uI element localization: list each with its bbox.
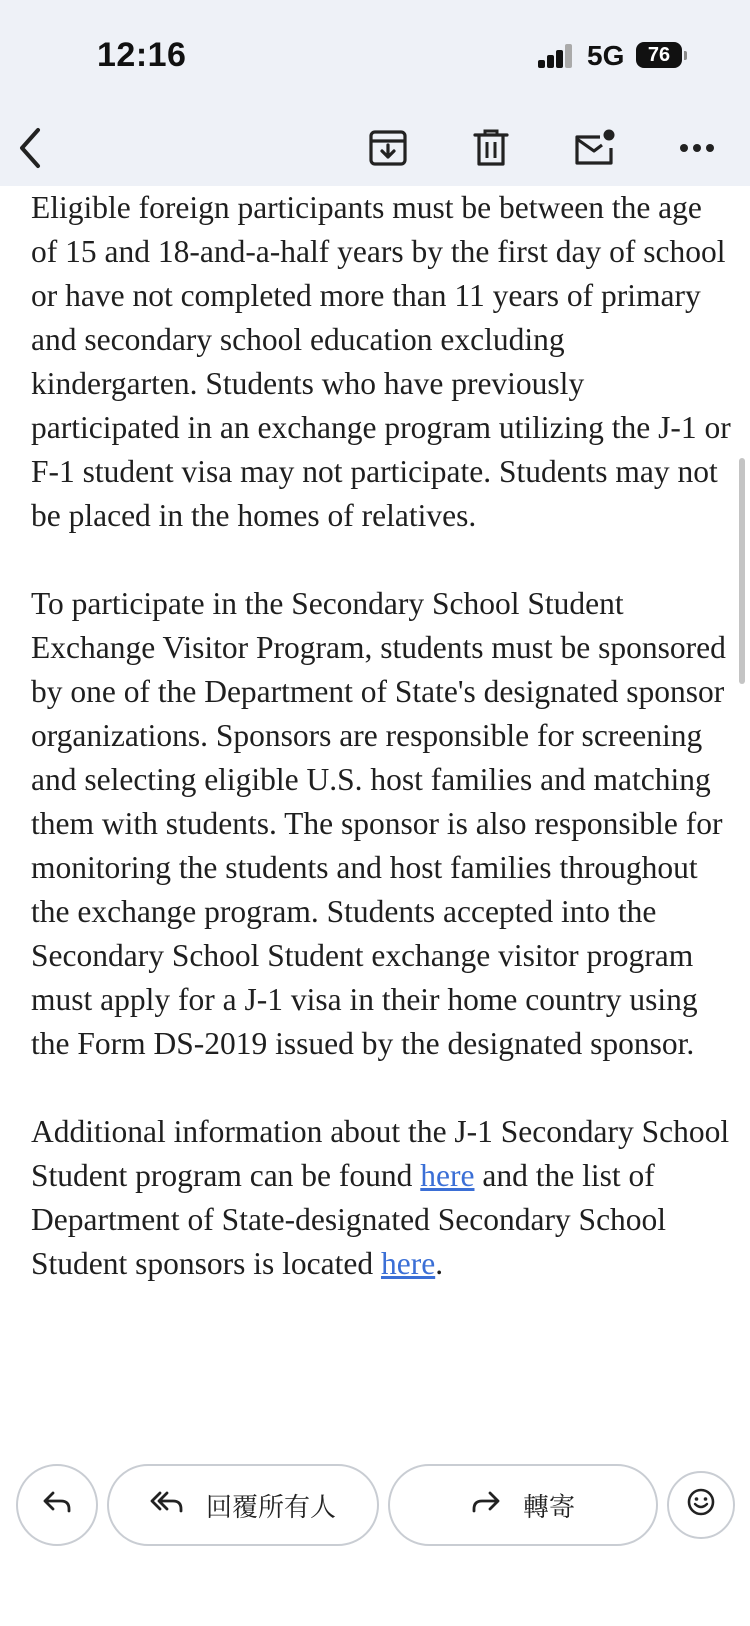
reply-action-bar — [0, 1448, 750, 1626]
more-icon[interactable] — [669, 120, 725, 176]
reply-button[interactable] — [16, 1464, 98, 1546]
email-toolbar — [0, 110, 750, 186]
emoji-reaction-button[interactable] — [667, 1471, 735, 1539]
archive-icon[interactable] — [360, 120, 416, 176]
scrollbar-thumb[interactable] — [739, 458, 745, 684]
status-bar — [0, 0, 750, 110]
battery-icon: 76 — [636, 42, 682, 68]
reply-all-label: 回覆所有人 — [205, 1492, 336, 1523]
additional-info-text-3: . — [435, 1246, 444, 1281]
forward-icon — [471, 1490, 501, 1521]
reply-all-icon — [150, 1490, 184, 1521]
forward-label: 轉寄 — [522, 1492, 575, 1523]
reply-all-button[interactable] — [107, 1464, 379, 1546]
program-info-link[interactable]: here — [420, 1158, 475, 1193]
additional-info-text-1: Additional information about the J-1 Secondary School Student program can be found — [31, 1114, 730, 1193]
body-paragraph-sponsorship: To participate in the Secondary School Student Exchange Visitor Program, students must be sponsored by one of the Department of State's designated sponsor organizations. Sponsors are responsible for screening and selecting eligible U.S. host families and matching them with students. The sponsor is also responsible for monitoring the students and host families throughout the exchange program. Students accepted into the Secondary School Student exchange visitor program must apply for a J-1 visa in their home country using the Form DS-2019 issued by the designated sponsor. — [31, 586, 726, 1061]
additional-info-text-2: and the list of Department of State-designated Secondary School Student sponsors is located — [31, 1158, 667, 1281]
status-time: 12:16 — [97, 36, 187, 74]
body-paragraph-additional-info — [31, 1110, 731, 1286]
trash-icon[interactable] — [463, 120, 519, 176]
signal-icon — [538, 44, 574, 68]
back-icon[interactable] — [2, 120, 58, 176]
forward-button[interactable] — [388, 1464, 658, 1546]
mark-unread-icon[interactable] — [566, 120, 622, 176]
sponsor-list-link[interactable]: here — [380, 1246, 436, 1281]
emoji-icon — [686, 1487, 716, 1524]
reply-icon — [42, 1490, 72, 1521]
body-paragraph-eligibility: Eligible foreign participants must be between the age of 15 and 18-and-a-half years by the first day of school or have not completed more than 11 years of primary and secondary school education excluding kindergarten. Students who have previously participated in an exchange program utilizing the J-1 or F-1 student visa may not participate. Students may not be placed in the homes of relatives. — [31, 190, 731, 533]
battery-cap — [684, 51, 687, 60]
email-body — [31, 186, 731, 1448]
network-label: 5G — [587, 40, 625, 71]
